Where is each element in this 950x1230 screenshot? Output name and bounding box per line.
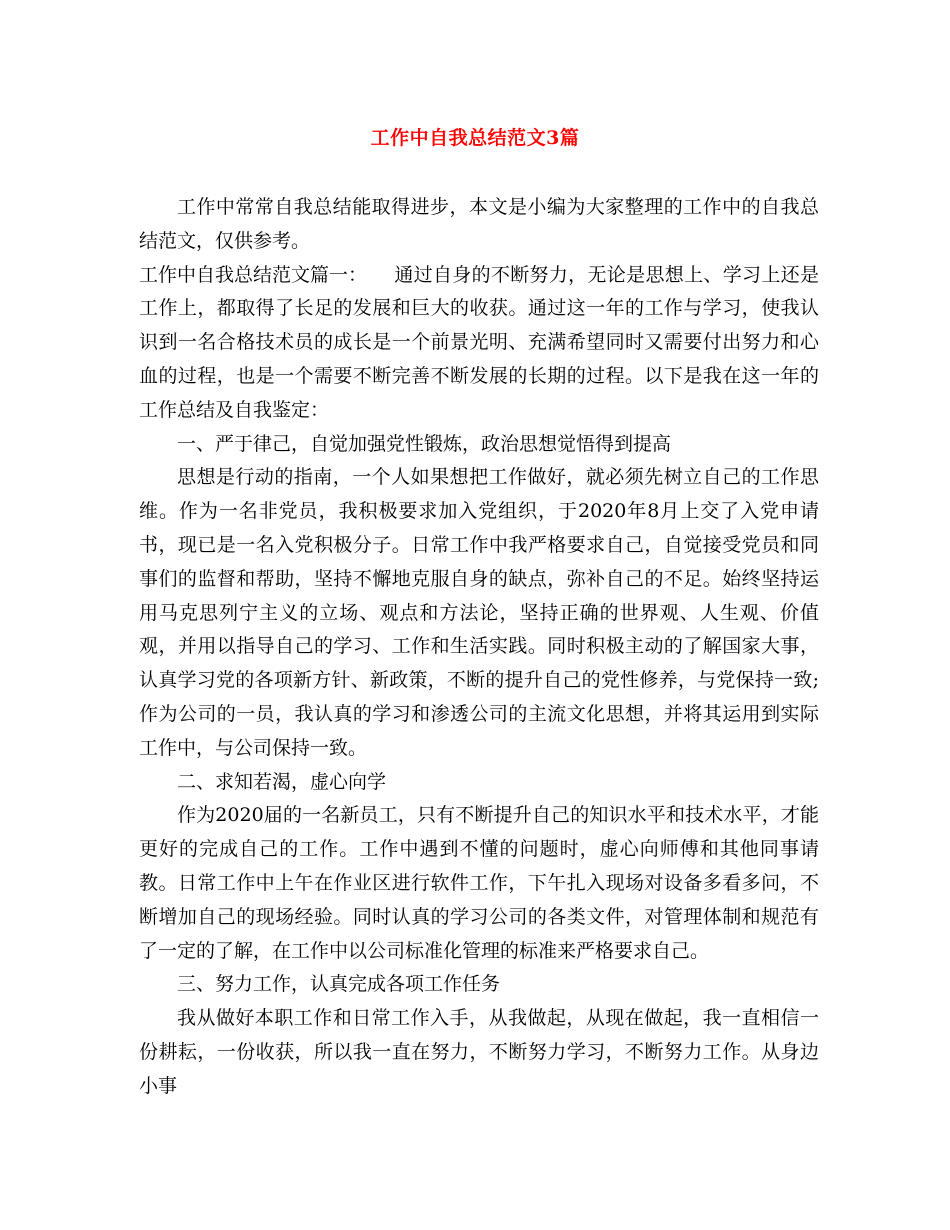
intro-paragraph: 工作中常常自我总结能取得进步，本文是小编为大家整理的工作中的自我总结范文，仅供参考。 — [139, 196, 819, 252]
section1-label: 工作中自我总结范文篇一： — [139, 263, 368, 286]
paragraph-1: 思想是行动的指南，一个人如果想把工作做好，就必须先树立自己的工作思维。作为一名非党员，我积极要求加入党组织，于2020年8月上交了入党申请书，现已是一名入党积极分子。日常工作中我严格要求自己，自觉接受党员和同事们的监督和帮助，坚持不懈地克服自身的缺点，弥补自己的不足。始终坚持运用马克思列宁主义的立场、观点和方法论，坚持正确的世界观、人生观、价值观，并用以指导自己的学习、工作和生活实践。同时积极主动的了解国家大事，认真学习党的各项新方针、新政策，不断的提升自己的党性修养，与党保持一致;作为公司的一员，我认真的学习和渗透公司的主流文化思想，并将其运用到实际工作中，与公司保持一致。 — [139, 466, 819, 759]
section1-paragraph — [139, 259, 819, 428]
document-title: 工作中自我总结范文3篇 — [370, 127, 580, 149]
heading-2: 二、求知若渴，虚心向学 — [177, 770, 387, 793]
paragraph-2: 作为2020届的一名新员工，只有不断提升自己的知识水平和技术水平，才能更好的完成自己的工作。工作中遇到不懂的问题时，虚心向师傅和其他同事请教。日常工作中上午在作业区进行软件工作，下午扎入现场对设备多看多问，不断增加自己的现场经验。同时认真的学习公司的各类文件，对管理体制和规范有了一定的了解，在工作中以公司标准化管理的标准来严格要求自己。 — [139, 804, 819, 962]
section1-opening: 通过自身的不断努力，无论是思想上、学习上还是工作上，都取得了长足的发展和巨大的收获。通过这一年的工作与学习，使我认识到一名合格技术员的成长是一个前景光明、充满希望同时又需要付出努力和心血的过程，也是一个需要不断完善不断发展的长期的过程。以下是我在这一年的工作总结及自我鉴定： — [139, 263, 819, 421]
paragraph-3: 我从做好本职工作和日常工作入手，从我做起，从现在做起，我一直相信一份耕耘，一份收获，所以我一直在努力，不断努力学习，不断努力工作。从身边小事 — [139, 1007, 819, 1097]
document-body — [139, 191, 819, 1104]
heading-3: 三、努力工作，认真完成各项工作任务 — [177, 973, 501, 996]
heading-1: 一、严于律己，自觉加强党性锻炼，政治思想觉悟得到提高 — [177, 432, 672, 455]
